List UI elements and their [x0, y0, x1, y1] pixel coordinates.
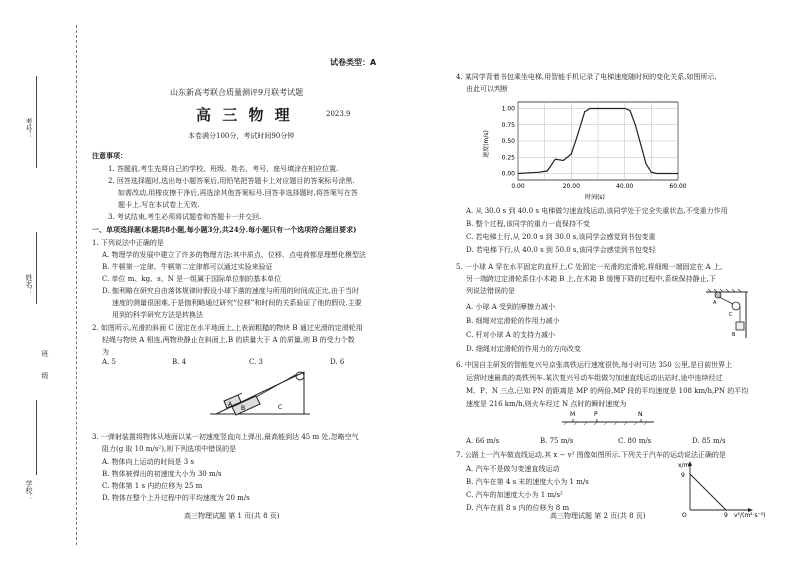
q2-stem: 为	[102, 348, 109, 356]
xingming-underline	[36, 232, 37, 304]
binding-line	[76, 25, 77, 545]
q6-track-figure	[560, 408, 656, 430]
pulley	[296, 372, 304, 380]
score-time: 本卷满分100分，考试时间90分钟	[188, 132, 295, 140]
q7-option: C. 汽车的加速度大小为 1 m/s²	[466, 491, 563, 499]
q5-pulley-figure	[704, 288, 750, 344]
label-a: A	[228, 401, 233, 408]
q4-stem: 4. 某同学背着书包乘坐电梯,用智能手机记录了电梯速度随时间的变化关系,如图所示,	[456, 73, 717, 81]
y-tick-label: 0.00	[501, 170, 515, 178]
q1-option: B. 牛顿第一定律、牛顿第二定律都可以通过实验来验证	[102, 263, 273, 271]
section-heading: 一、单项选择题(本题共8小题,每小题3分,共24分.每小题只有一个选项符合题目要求)	[92, 225, 357, 234]
q4-option: D. 若电梯下行,从 40.0 s 到 50.0 s,该同学会感觉到书包变轻	[466, 246, 656, 254]
paper-type: 试卷类型：A	[330, 58, 377, 67]
x-axis-label: 时间(s)	[585, 194, 605, 201]
xuexiao-label: 学校：	[25, 480, 33, 501]
pulley-c	[732, 302, 740, 310]
q7-option: A. 汽车不是做匀变速直线运动	[466, 465, 560, 473]
xuexiao-underline	[36, 400, 37, 475]
q3-stem: 阻力(g 取 10 m/s²),则下列选项中错误的是	[102, 445, 237, 453]
q6-stem: 运营时速最高的高铁列车.某次复兴号动车组做匀加速直线运动出站时,途中连续经过	[466, 374, 723, 382]
kaohao-label: 考号：	[25, 118, 33, 139]
q5-option: B. 细绳对定滑轮的作用力减小	[466, 317, 560, 325]
q1-option: C. 单位 m、kg、s、N 是一组属于国际单位制的基本单位	[102, 275, 282, 283]
q5-option: A. 小球 A 受到的摩擦力减小	[466, 303, 556, 311]
y-tick-label: 0.75	[501, 121, 515, 129]
q4-option: B. 整个过程,该同学的重力一直保持不变	[466, 220, 590, 228]
q7-option: D. 汽车在前 8 s 内的位移为 8 m	[466, 504, 570, 512]
q1-stem: 1. 下列说法中正确的是	[92, 239, 164, 247]
q5-stem: 列说法错误的是	[466, 287, 515, 295]
notes-item: 如需改动,用橡皮擦干净后,再选涂其他答案标号.回答非选择题时,将答案写在答	[118, 189, 358, 197]
exam-series: 山东新高考联合质量测评9月联考试题	[170, 88, 304, 97]
q1-option: D. 伽利略在研究自由落体规律时假设小球下落的速度与所用的时间成正比,由于当时	[102, 287, 360, 295]
q1-option: A. 物理学的发展中建立了许多的物理方法:其中质点、位移、点电荷都是理想化模型法	[102, 251, 366, 259]
svg-text:C: C	[729, 312, 733, 318]
ban-label: 班	[41, 350, 49, 357]
footer-right: 高三物理试题 第 2 页(共 8 页)	[550, 512, 646, 520]
q7-option: B. 汽车在第 4 s 末的速度大小为 1 m/s	[466, 478, 589, 486]
q3-option: B. 物体被弹出的初速度大小为 30 m/s	[102, 470, 222, 478]
ji-label: 级	[41, 372, 49, 379]
notes-heading: 注意事项：	[92, 151, 127, 160]
q1-option: 用到的科学研究方法是转换法	[112, 311, 203, 319]
notes-item: 3. 考试结束,考生必须将试题卷和答题卡一并交回.	[108, 213, 262, 221]
graph-xlabel: v²/(m²·s⁻²)	[734, 512, 766, 519]
q5-option: C. 杆对小球 A 的支持力减小	[466, 331, 556, 339]
svg-text:B: B	[732, 332, 736, 338]
page-title: 高 三 物 理	[196, 106, 293, 124]
x-tick-label: 40.00	[616, 183, 634, 190]
point-p: P	[594, 411, 598, 418]
kaohao-underline	[36, 76, 37, 168]
notes-item: 题卡上.写在本试卷上无效.	[118, 201, 200, 209]
q5-option: D. 细绳对定滑轮的作用力的方向改变	[466, 345, 581, 353]
q2-stem: 轻绳与物块 A 相连,两物块静止在斜面上,B 的质量大于 A 的质量,则 B 的受力个数	[102, 336, 355, 344]
q6-option: D. 85 m/s	[692, 437, 726, 445]
q3-option: D. 物体在整个上升过程中的平均速度为 20 m/s	[102, 494, 250, 502]
q2-option: B. 4	[172, 358, 187, 366]
q7-xv2-graph	[664, 458, 776, 520]
q2-stem: 2. 如图所示,光滑的斜面 C 固定在水平地面上,上表面粗糙的物块 B 通过光滑的定滑轮用	[92, 324, 363, 332]
q2-option: C. 3	[249, 358, 264, 366]
q7-stem: 7. 公路上一汽车做直线运动,其 x − v² 图像如图所示.下列关于汽车的运动说法正确的是	[456, 451, 726, 459]
q4-option: A. 从 30.0 s 到 40.0 s 电梯做匀速直线运动,该同学处于完全失重状态,不受重力作用	[466, 207, 728, 215]
velocity-chart	[480, 96, 690, 202]
q6-option: A. 66 m/s	[466, 437, 500, 445]
q6-stem: 速度是 216 km/h,则火车经过 N 点时的瞬时速度为	[466, 400, 627, 408]
label-c: C	[278, 404, 283, 411]
x-tick-label: 20.00	[562, 183, 580, 190]
rope	[256, 374, 297, 397]
q6-stem: M、P、N 三点,已知 PN 的距离是 MP 的两倍,MP 段的平均速度是 108 km/h,PN 的平均	[466, 387, 749, 395]
q4-stem: 由此可以判断	[466, 85, 508, 93]
notes-item: 1. 答题前,考生先将自己的学校、班级、姓名、考号、座号填涂在相应位置.	[108, 165, 339, 173]
x-tick-label: 60.00	[669, 183, 687, 190]
q4-option: C. 若电梯上行,从 20.0 s 到 30.0 s,该同学会感觉到书包变重	[466, 233, 656, 241]
point-m: M	[570, 411, 576, 418]
svg-text:A: A	[713, 300, 717, 306]
graph-xtick: 9	[724, 512, 728, 519]
q5-stem: 另一端跨过定滑轮系住小木箱 B 上,在木箱 B 缓慢下降的过程中,系统保持静止,下	[466, 275, 716, 283]
q2-option: A. 5	[102, 358, 116, 366]
x-tick-label: 0.00	[511, 183, 525, 190]
q3-option: A. 物体向上运动的时间是 3 s	[102, 458, 195, 466]
label-b: B	[241, 405, 246, 412]
q3-option: C. 物体第 1 s 内的位移为 25 m	[102, 482, 203, 490]
graph-ytick: 9	[681, 472, 685, 479]
q1-option: 速度的测量很困难,于是伽利略通过研究“位移”和时间的关系验证了他的假设.主要	[112, 299, 362, 307]
xingming-label: 姓名：	[25, 274, 33, 295]
q6-stem: 6. 中国自主研发的智能复兴号京张高铁运行速度很快,每小时可达 350 公里,是目前世界上	[456, 361, 733, 369]
q3-stem: 3. 一弹射装置将物体从地面以某一初速度竖直向上弹出,最高能到达 45 m 处,忽略空气	[92, 433, 359, 441]
y-tick-label: 0.25	[501, 154, 515, 162]
q6-option: B. 75 m/s	[540, 437, 574, 445]
graph-ylabel: x/m	[678, 462, 690, 469]
q5-stem: 5. 一小球 A 穿在水平固定的直杆上,C 处固定一光滑的定滑轮,将细绳一端固定在 A 上,	[456, 263, 723, 271]
chart-grid	[518, 102, 678, 180]
q2-option: D. 6	[330, 358, 345, 366]
graph-origin: O	[682, 512, 687, 519]
q2-incline-figure	[208, 364, 312, 418]
notes-item: 2. 回答选择题时,选出每小题答案后,用铅笔把答题卡上对应题目的答案标号涂黑.	[108, 177, 355, 185]
ball-a	[715, 292, 721, 298]
box-b	[736, 322, 744, 330]
y-tick-label: 0.50	[501, 138, 515, 145]
graph-line	[690, 474, 726, 510]
exam-date: 2023.9	[326, 110, 351, 118]
y-tick-label: 1.00	[501, 105, 515, 113]
y-axis-label: 速度(m/s)	[483, 130, 490, 158]
footer-left: 高三物理试题 第 1 页(共 8 页)	[184, 512, 280, 520]
point-n: N	[638, 411, 643, 418]
q6-option: C. 80 m/s	[618, 437, 652, 445]
